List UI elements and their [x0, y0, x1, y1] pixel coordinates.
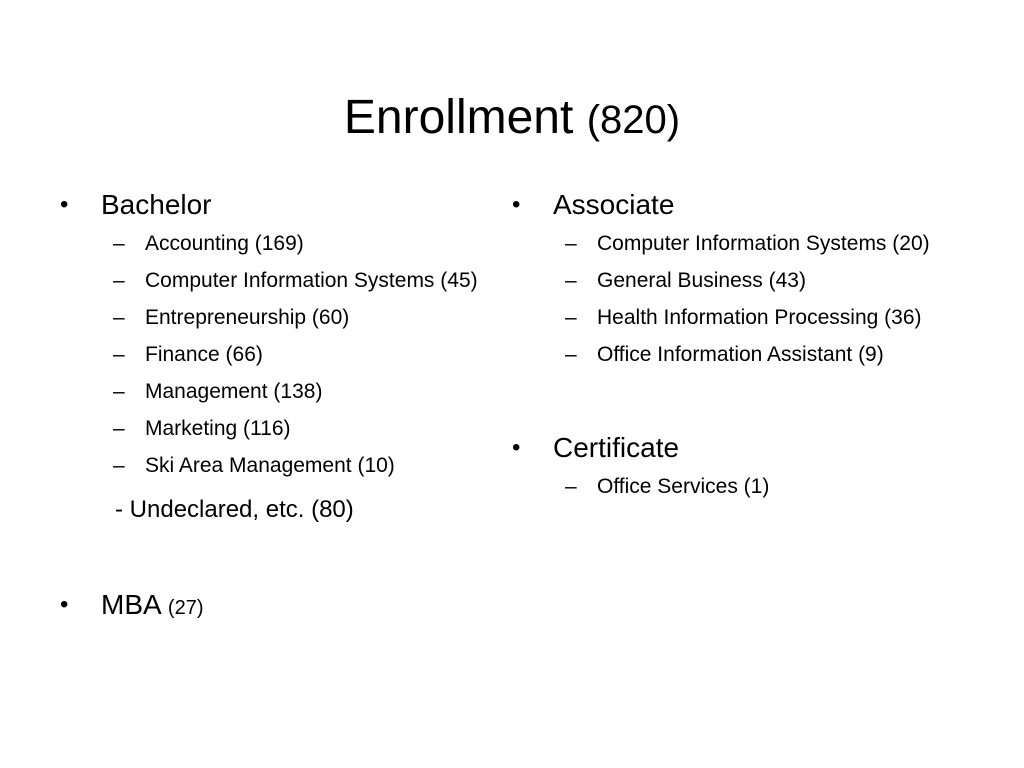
list-item — [512, 468, 982, 505]
bachelor-heading — [60, 186, 510, 224]
list-item — [512, 262, 982, 299]
list-item-label: Accounting (169) — [145, 232, 304, 255]
dash-icon: – — [113, 417, 125, 440]
left-column — [60, 186, 510, 627]
list-item — [60, 262, 510, 299]
bullet-icon: • — [512, 434, 521, 461]
list-item-label: General Business (43) — [597, 269, 806, 292]
dash-icon: – — [565, 232, 577, 255]
dash-icon: – — [565, 269, 577, 292]
list-item-label: Ski Area Management (10) — [145, 454, 395, 477]
list-item — [512, 299, 982, 336]
list-item-label: Finance (66) — [145, 343, 263, 366]
right-column — [512, 186, 982, 505]
certificate-list — [512, 468, 982, 505]
associate-heading — [512, 186, 982, 224]
list-item-label: Marketing (116) — [145, 417, 291, 440]
dash-icon: – — [113, 306, 125, 329]
slide-title — [0, 86, 1024, 152]
list-item-label: Office Services (1) — [597, 475, 770, 498]
associate-list — [512, 225, 982, 373]
list-item — [60, 410, 510, 447]
mba-count: (27) — [167, 597, 204, 619]
list-item-label: Entrepreneurship (60) — [145, 306, 350, 329]
mba-label: MBA — [101, 589, 161, 620]
dash-icon: – — [113, 343, 125, 366]
slide-title-text: Enrollment — [343, 91, 574, 144]
dash-icon: – — [113, 269, 125, 292]
bullet-icon: • — [512, 191, 521, 218]
list-item-label: Management (138) — [145, 380, 323, 403]
spacer — [512, 373, 982, 429]
list-item — [60, 225, 510, 262]
list-item-label: Computer Information Systems (45) — [145, 269, 478, 292]
dash-icon: – — [113, 380, 125, 403]
mba-heading — [60, 586, 510, 627]
list-item — [60, 299, 510, 336]
dash-icon: – — [113, 232, 125, 255]
dash-icon: – — [565, 475, 577, 498]
list-item — [60, 447, 510, 484]
undeclared-item: - Undeclared, etc. (80) — [115, 496, 354, 523]
associate-label: Associate — [553, 189, 675, 220]
dash-icon: – — [565, 306, 577, 329]
spacer — [60, 530, 510, 586]
bachelor-list — [60, 225, 510, 484]
list-item-label: Computer Information Systems (20) — [597, 232, 930, 255]
list-item — [60, 373, 510, 410]
certificate-label: Certificate — [553, 432, 680, 463]
dash-icon: – — [565, 343, 577, 366]
bachelor-label: Bachelor — [101, 189, 212, 220]
dash-icon: – — [113, 454, 125, 477]
certificate-heading — [512, 429, 982, 467]
list-item — [512, 336, 982, 373]
list-item-label: Health Information Processing (36) — [597, 306, 922, 329]
bullet-icon: • — [60, 191, 69, 218]
bullet-icon: • — [60, 591, 69, 618]
list-item — [60, 336, 510, 373]
list-item — [512, 225, 982, 262]
list-item-label: Office Information Assistant (9) — [597, 343, 884, 366]
slide-title-count: (820) — [586, 98, 681, 142]
